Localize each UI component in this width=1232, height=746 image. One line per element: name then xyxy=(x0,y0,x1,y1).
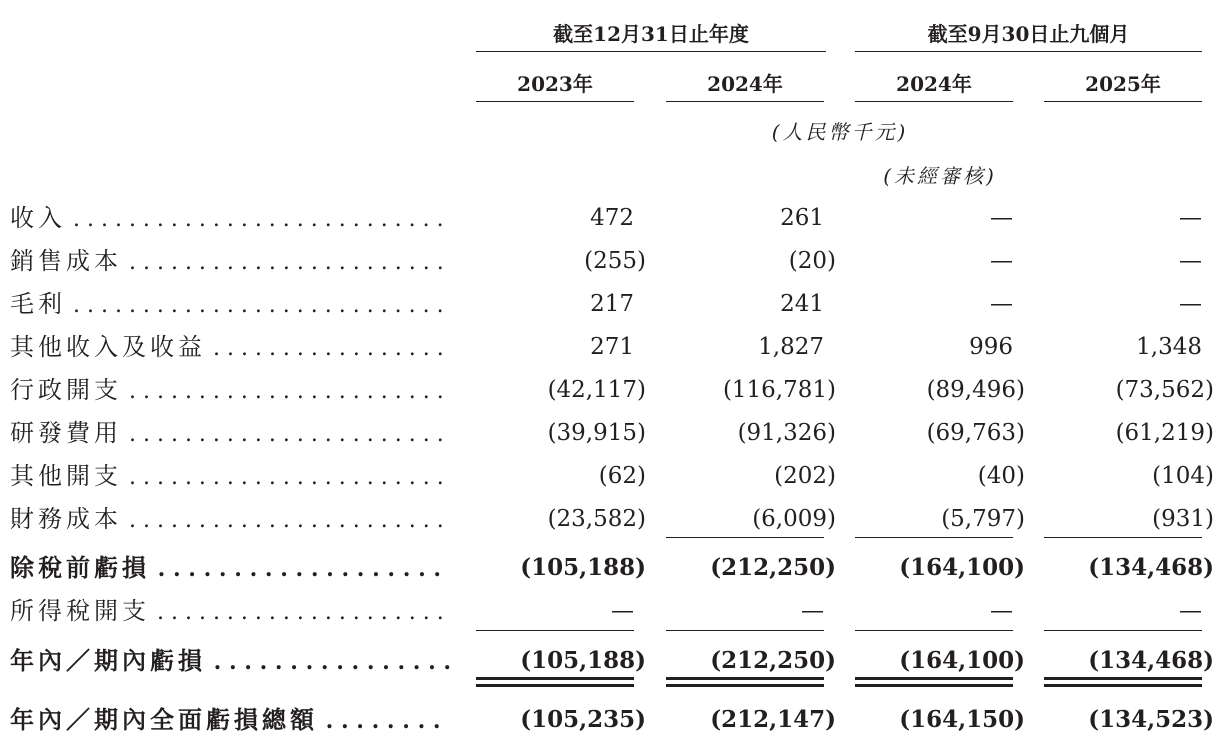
double-rule-bottom-2023 xyxy=(476,684,634,687)
cell-revenue-2024-9m: — xyxy=(990,205,1013,231)
cell-income-tax-2024: — xyxy=(801,598,824,624)
column-group-year-header: 截至12月31日止年度 xyxy=(553,22,749,46)
cell-loss-before-tax-2025-9m: (134,468) xyxy=(1088,554,1214,581)
double-rule-top-2024 xyxy=(666,677,824,680)
cell-loss-before-tax-2024-9m: (164,100) xyxy=(899,554,1025,581)
cell-loss-for-period-2025-9m: (134,468) xyxy=(1088,647,1214,674)
subtotal-rule-2024-9m xyxy=(855,537,1013,538)
year-header-2023: 2023年 xyxy=(517,72,593,96)
double-rule-bottom-2025-9m xyxy=(1044,684,1202,687)
double-rule-top-2024-9m xyxy=(855,677,1013,680)
cell-gross-profit-2025-9m: — xyxy=(1179,291,1202,317)
group-nine-months-rule xyxy=(855,51,1202,52)
cell-other-expenses-2024: (202) xyxy=(774,463,836,489)
cell-loss-before-tax-2024: (212,250) xyxy=(710,554,836,581)
row-label-income-tax: 所得稅開支 . . . xyxy=(10,596,450,626)
column-group-nine-months-header: 截至9月30日止九個月 xyxy=(927,22,1130,46)
cell-revenue-2025-9m: — xyxy=(1179,205,1202,231)
cell-cost-of-sales-2023: (255) xyxy=(584,248,646,274)
cell-rnd-expenses-2025-9m: (61,219) xyxy=(1115,420,1214,446)
cell-other-income-2025-9m: 1,348 xyxy=(1136,334,1202,360)
subtotal-rule-2025-9m xyxy=(1044,537,1202,538)
group-year-rule xyxy=(476,51,826,52)
unit-note: (人民幣千元) xyxy=(771,120,909,144)
cell-gross-profit-2024: 241 xyxy=(780,291,824,317)
year-header-2024: 2024年 xyxy=(707,72,783,96)
cell-rnd-expenses-2024-9m: (69,763) xyxy=(926,420,1025,446)
cell-admin-expenses-2023: (42,117) xyxy=(547,377,646,403)
cell-other-income-2023: 271 xyxy=(590,334,634,360)
total-rule-2024 xyxy=(666,630,824,631)
row-label-total-comprehensive-loss: 年內／期內全面虧損總額 . . . xyxy=(10,705,450,735)
cell-admin-expenses-2025-9m: (73,562) xyxy=(1115,377,1214,403)
double-rule-bottom-2024 xyxy=(666,684,824,687)
cell-rnd-expenses-2023: (39,915) xyxy=(547,420,646,446)
total-rule-2024-9m xyxy=(855,630,1013,631)
subtotal-rule-2024 xyxy=(666,537,824,538)
row-label-loss-before-tax: 除稅前虧損 . . . xyxy=(10,553,450,583)
year-rule-3 xyxy=(855,101,1013,102)
cell-loss-for-period-2023: (105,188) xyxy=(520,647,646,674)
total-rule-2025-9m xyxy=(1044,630,1202,631)
row-label-gross-profit: 毛利 . . . xyxy=(10,289,450,319)
year-rule-4 xyxy=(1044,101,1202,102)
cell-other-expenses-2024-9m: (40) xyxy=(977,463,1025,489)
row-label-cost-of-sales: 銷售成本 . . . xyxy=(10,246,450,276)
cell-cost-of-sales-2025-9m: — xyxy=(1179,248,1202,274)
year-header-2025-9m: 2025年 xyxy=(1085,72,1161,96)
year-rule-1 xyxy=(476,101,634,102)
cell-total-comprehensive-loss-2023: (105,235) xyxy=(520,706,646,733)
cell-other-expenses-2025-9m: (104) xyxy=(1152,463,1214,489)
cell-loss-for-period-2024-9m: (164,100) xyxy=(899,647,1025,674)
cell-total-comprehensive-loss-2025-9m: (134,523) xyxy=(1088,706,1214,733)
row-label-other-expenses: 其他開支 . . . xyxy=(10,461,450,491)
cell-finance-costs-2024-9m: (5,797) xyxy=(941,506,1025,532)
row-label-finance-costs: 財務成本 . . . xyxy=(10,504,450,534)
double-rule-bottom-2024-9m xyxy=(855,684,1013,687)
cell-other-income-2024: 1,827 xyxy=(758,334,824,360)
cell-revenue-2024: 261 xyxy=(780,205,824,231)
cell-admin-expenses-2024-9m: (89,496) xyxy=(926,377,1025,403)
cell-cost-of-sales-2024: (20) xyxy=(788,248,836,274)
cell-other-income-2024-9m: 996 xyxy=(969,334,1013,360)
unaudited-note: (未經審核) xyxy=(883,164,997,188)
row-label-other-income: 其他收入及收益 . . . xyxy=(10,332,450,362)
year-header-2024-9m: 2024年 xyxy=(896,72,972,96)
cell-income-tax-2023: — xyxy=(611,598,634,624)
cell-gross-profit-2023: 217 xyxy=(590,291,634,317)
cell-income-tax-2025-9m: — xyxy=(1179,598,1202,624)
cell-rnd-expenses-2024: (91,326) xyxy=(737,420,836,446)
cell-total-comprehensive-loss-2024: (212,147) xyxy=(710,706,836,733)
cell-other-expenses-2023: (62) xyxy=(598,463,646,489)
row-label-loss-for-period: 年內／期內虧損 . . . xyxy=(10,646,450,676)
cell-finance-costs-2025-9m: (931) xyxy=(1152,506,1214,532)
total-rule-2023 xyxy=(476,630,634,631)
cell-loss-before-tax-2023: (105,188) xyxy=(520,554,646,581)
cell-admin-expenses-2024: (116,781) xyxy=(722,377,836,403)
cell-loss-for-period-2024: (212,250) xyxy=(710,647,836,674)
double-rule-top-2023 xyxy=(476,677,634,680)
cell-finance-costs-2024: (6,009) xyxy=(752,506,836,532)
cell-total-comprehensive-loss-2024-9m: (164,150) xyxy=(899,706,1025,733)
cell-income-tax-2024-9m: — xyxy=(990,598,1013,624)
cell-cost-of-sales-2024-9m: — xyxy=(990,248,1013,274)
year-rule-2 xyxy=(666,101,824,102)
cell-revenue-2023: 472 xyxy=(590,205,634,231)
row-label-admin-expenses: 行政開支 . . . xyxy=(10,375,450,405)
row-label-revenue: 收入 . . . xyxy=(10,203,450,233)
double-rule-top-2025-9m xyxy=(1044,677,1202,680)
cell-gross-profit-2024-9m: — xyxy=(990,291,1013,317)
cell-finance-costs-2023: (23,582) xyxy=(547,506,646,532)
row-label-rnd-expenses: 研發費用 . . . xyxy=(10,418,450,448)
